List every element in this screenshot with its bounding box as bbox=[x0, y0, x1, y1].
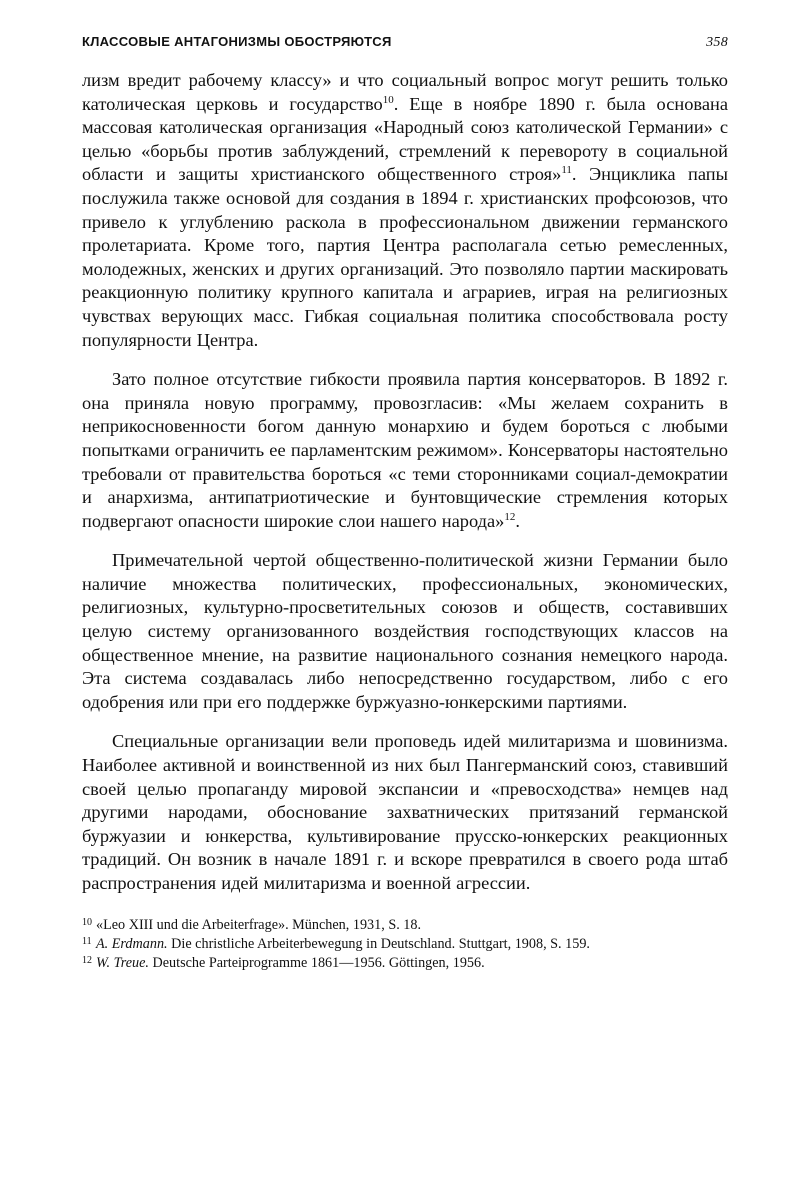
footnote-number: 11 bbox=[82, 935, 92, 947]
footnotes bbox=[82, 916, 728, 973]
paragraph-1-text: . Энциклика папы послужила также основой для создания в 1894 г. христианских профсоюзов, что привело к углублению раскола в профессиональном движении германского пролетариата. Кроме того, партия Центра располагала сетью ремесленных, молодежных, женских и других организаций. Это позволяло партии маскировать реакционную политику крупного капитала и аграриев, играя на религиозных чувствах верующих масс. Гибкая социальная политика способствовала росту популярности Центра. bbox=[82, 164, 728, 350]
page-number: 358 bbox=[706, 35, 728, 50]
paragraph-1-text: . Еще в ноябре 1890 г. была основана массовая католическая организация «Народный союз католической Германии» с целью «борьбы против заблуждений, стремлений к перевороту в социальной области и защиты христианского общественного строя» bbox=[82, 93, 728, 185]
paragraph-2-text: . bbox=[515, 510, 520, 531]
paragraph-4 bbox=[82, 730, 728, 895]
footnote-body bbox=[96, 954, 728, 973]
paragraph-2-text: Зато полное отсутствие гибкости проявила партия консерваторов. В 1892 г. она приняла новую программу, провозгласив: «Мы желаем сохранить в неприкосновенности богом данную монархию и будем бороться с любыми попытками ограничить ее парламентским режимом». Консерваторы настоятельно требовали от правительства бороться «с теми сторонниками социал-демократии и анархизма, антипатриотические и бунтовщические стремления которых подвергают опасности широкие слои нашего народа» bbox=[82, 369, 728, 531]
footnote-number: 12 bbox=[82, 954, 92, 966]
running-title: КЛАССОВЫЕ АНТАГОНИЗМЫ ОБОСТРЯЮТСЯ bbox=[82, 34, 392, 49]
paragraph-4-text: Специальные организации вели проповедь идей милитаризма и шовинизма. Наиболее активной и воинственной из них был Пангерманский союз, ставивший своей целью пропаганду мировой экспансии и «превосходства» немцев над другими народами, обоснование захватнических притязаний германской буржуазии и юнкерства, культивирование прусско-юнкерских реакционных традиций. Он возник в начале 1891 г. и вскоре превратился в своего рода штаб распространения идей милитаризма и военной агрессии. bbox=[82, 731, 728, 893]
paragraph-3-text: Примечательной чертой общественно-политической жизни Германии было наличие множества политических, профессиональных, экономических, религиозных, культурно-просветительных союзов и обществ, составивших целую систему организованного воздействия господствующих классов на общественное мнение, на развитие национального сознания немецкого народа. Эта система создавалась либо непосредственно государством, либо с его одобрения или при его поддержке буржуазно-юнкерскими партиями. bbox=[82, 550, 728, 712]
footnote-text: «Leo XIII und die Arbeiterfrage». München, 1931, S. 18. bbox=[96, 916, 422, 933]
footnote-ref-12: 12 bbox=[504, 510, 516, 523]
paragraph-1-text: лизм вредит рабочему классу» и что социальный вопрос могут решить только католическая церковь и государство bbox=[82, 70, 728, 114]
footnote-10 bbox=[82, 916, 728, 935]
footnote-ref-11: 11 bbox=[561, 164, 572, 177]
book-page bbox=[82, 34, 728, 973]
footnote-12 bbox=[82, 954, 728, 973]
footnote-number: 10 bbox=[82, 916, 92, 928]
footnote-body bbox=[96, 916, 728, 935]
footnote-ref-10: 10 bbox=[382, 93, 394, 106]
running-header bbox=[82, 34, 728, 51]
footnote-text: Deutsche Parteiprogramme 1861—1956. Göttingen, 1956. bbox=[148, 954, 485, 971]
footnote-text: Die christliche Arbeiterbewegung in Deutschland. Stuttgart, 1908, S. 159. bbox=[167, 935, 590, 952]
footnote-body bbox=[96, 935, 728, 954]
footnote-author: W. Treue. bbox=[96, 954, 149, 971]
footnote-11 bbox=[82, 935, 728, 954]
paragraph-2 bbox=[82, 368, 728, 533]
paragraph-1 bbox=[82, 69, 728, 352]
footnote-author: A. Erdmann. bbox=[96, 935, 168, 952]
paragraph-3 bbox=[82, 549, 728, 714]
